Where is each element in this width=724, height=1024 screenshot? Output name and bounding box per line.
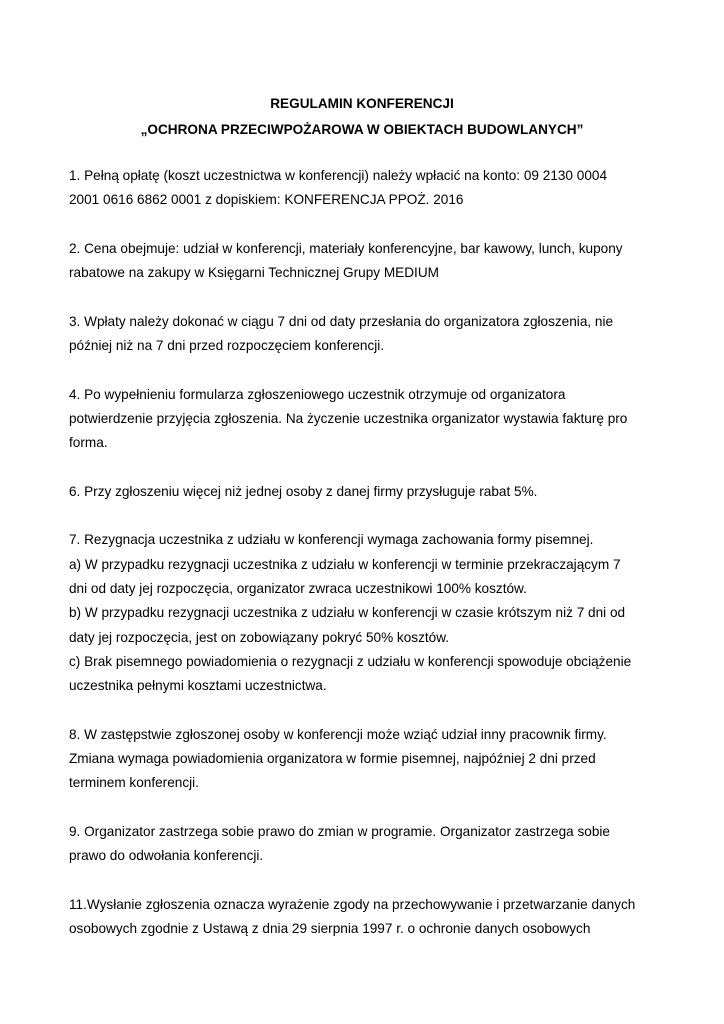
paragraph-line: osobowych zgodnie z Ustawą z dnia 29 sierpnia 1997 r. o ochronie danych osobowych (69, 921, 591, 937)
paragraph (69, 237, 669, 286)
paragraph (69, 723, 669, 796)
paragraph-line: 9. Organizator zastrzega sobie prawo do zmian w programie. Organizator zastrzega sobie (69, 824, 610, 840)
paragraph-line: 8. W zastępstwie zgłoszonej osoby w konferencji może wziąć udział inny pracownik firmy. (69, 726, 607, 742)
paragraph (69, 164, 669, 213)
paragraph-line: później niż na 7 dni przed rozpoczęciem konferencji. (69, 338, 385, 354)
paragraph-line: Zmiana wymaga powiadomienia organizatora w formie pisemnej, najpóźniej 2 dni przed (69, 751, 596, 767)
paragraph-line: 2001 0616 6862 0001 z dopiskiem: KONFERENCJA PPOŻ. 2016 (69, 192, 464, 208)
paragraph-line: a) W przypadku rezygnacji uczestnika z udziału w konferencji w terminie przekraczającym 7 (69, 556, 621, 572)
paragraph-line: 4. Po wypełnieniu formularza zgłoszeniowego uczestnik otrzymuje od organizatora (69, 386, 566, 402)
paragraph-line: potwierdzenie przyjęcia zgłoszenia. Na życzenie uczestnika organizator wystawia fakturę pro (69, 410, 628, 426)
title-line-1: REGULAMIN KONFERENCJI (270, 96, 454, 111)
paragraph (69, 480, 669, 504)
document-title (0, 91, 724, 143)
paragraph-line: daty jej rozpoczęcia, jest on zobowiązany pokryć 50% kosztów. (69, 629, 450, 645)
title-line-2: „OCHRONA PRZECIWPOŻAROWA W OBIEKTACH BUDOWLANYCH” (140, 122, 584, 137)
paragraph-line: c) Brak pisemnego powiadomienia o rezygnacji z udziału w konferencji spowoduje obciążenie (69, 653, 632, 669)
paragraph-line: 3. Wpłaty należy dokonać w ciągu 7 dni od daty przesłania do organizatora zgłoszenia, nie (69, 313, 614, 329)
paragraph (69, 893, 669, 942)
paragraph-line: 1. Pełną opłatę (koszt uczestnictwa w konferencji) należy wpłacić na konto: 09 2130 0004 (69, 168, 608, 183)
paragraph-line: terminem konferencji. (69, 775, 199, 791)
paragraph-line: 7. Rezygnacja uczestnika z udziału w konferencji wymaga zachowania formy pisemnej. (69, 532, 594, 548)
paragraph-line: dni od daty jej rozpoczęcia, organizator zwraca uczestnikowi 100% kosztów. (69, 581, 527, 597)
paragraph-line: rabatowe na zakupy w Księgarni Technicznej Grupy MEDIUM (69, 265, 439, 281)
paragraph (69, 820, 669, 869)
paragraph-line: 11.Wysłanie zgłoszenia oznacza wyrażenie zgody na przechowywanie i przetwarzanie danych (69, 896, 636, 912)
paragraph-line: uczestnika pełnymi kosztami uczestnictwa. (69, 678, 327, 694)
paragraph-line: 2. Cena obejmuje: udział w konferencji, materiały konferencyjne, bar kawowy, lunch, kupony (69, 240, 623, 256)
paragraph-line: 6. Przy zgłoszeniu więcej niż jednej osoby z danej firmy przysługuje rabat 5%. (69, 483, 538, 499)
paragraph-line: b) W przypadku rezygnacji uczestnika z udziału w konferencji w czasie krótszym niż 7 dni od (69, 605, 626, 621)
paragraph-line: prawo do odwołania konferencji. (69, 848, 264, 864)
paragraph (69, 310, 669, 359)
paragraph (69, 383, 669, 456)
document-body (69, 164, 669, 966)
paragraph-line: forma. (69, 435, 108, 451)
paragraph (69, 528, 669, 698)
